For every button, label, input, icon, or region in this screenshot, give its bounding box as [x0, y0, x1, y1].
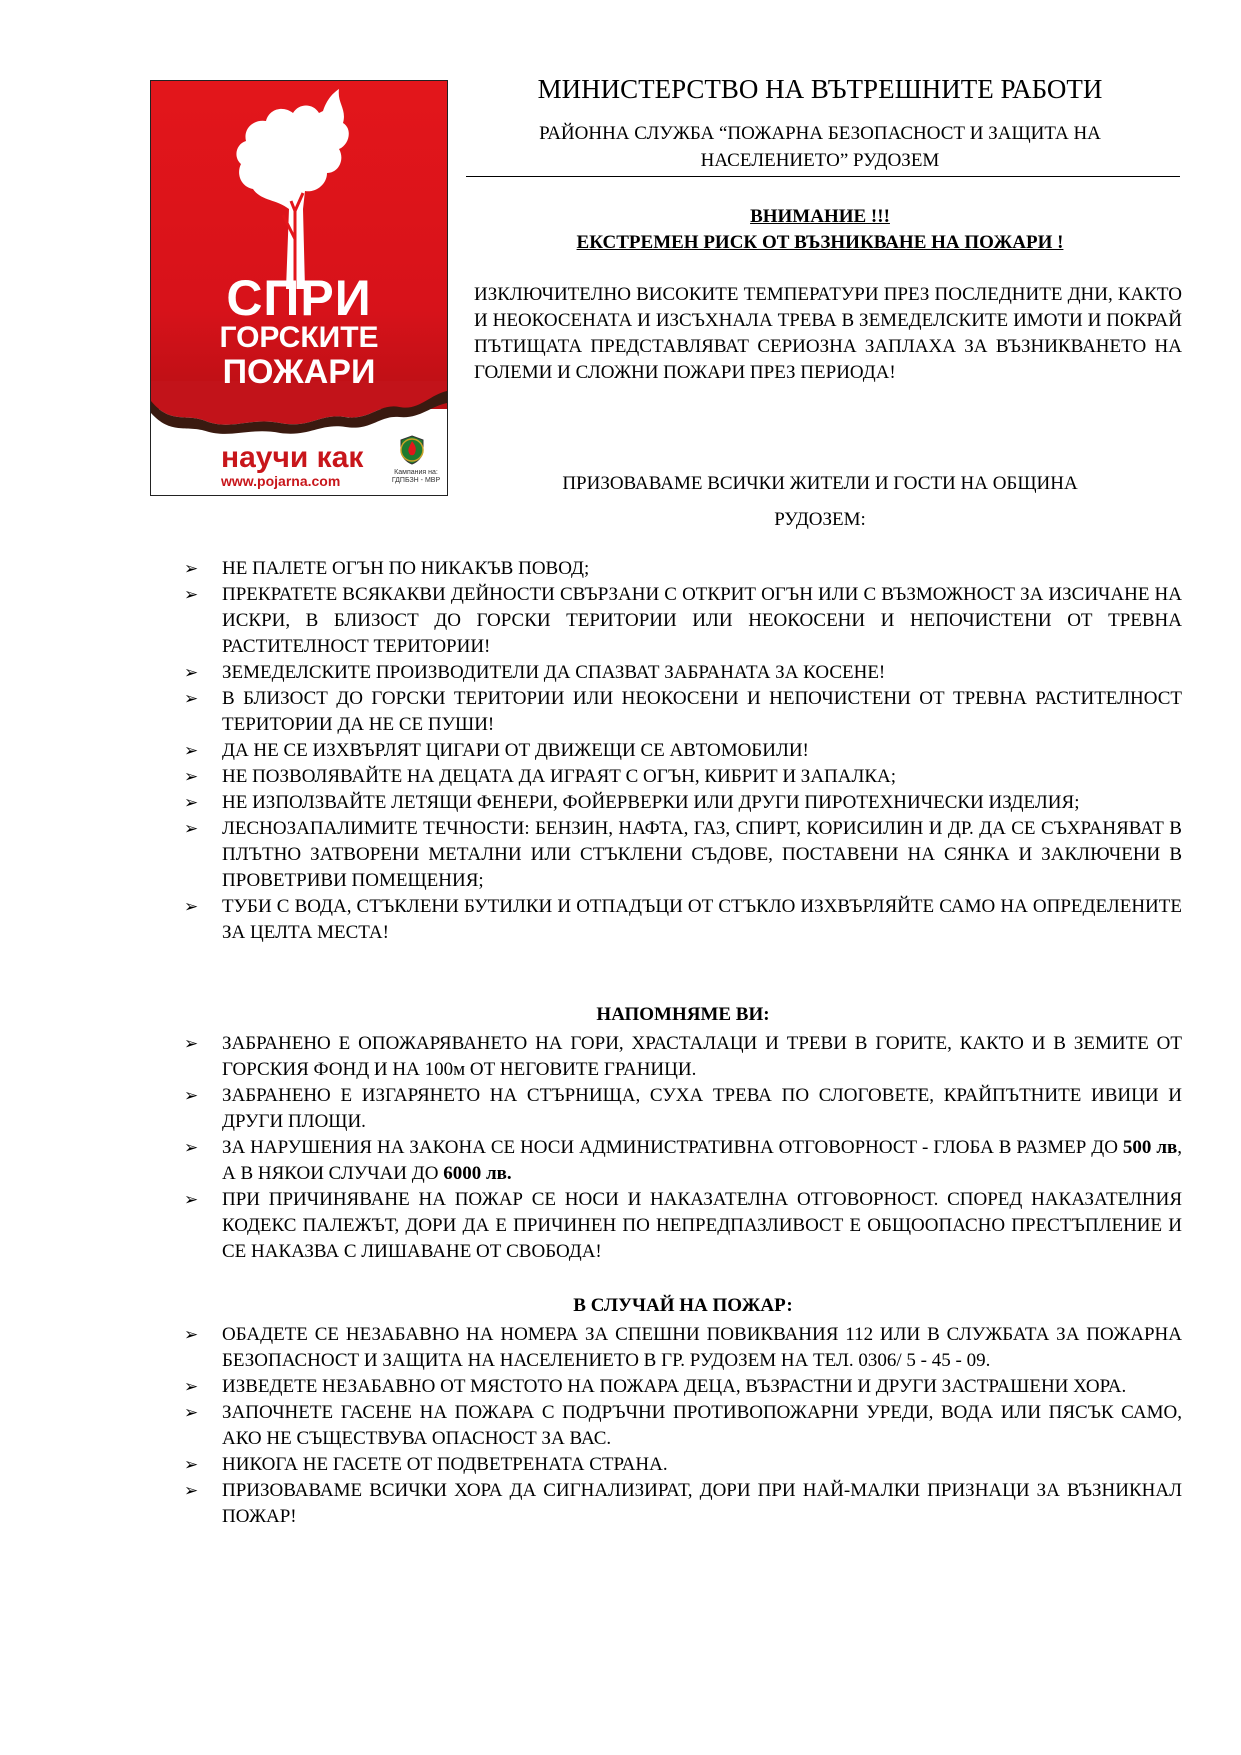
poster-url: www.pojarna.com: [221, 473, 341, 489]
list-item: ➢ НЕ ИЗПОЛЗВАЙТЕ ЛЕТЯЩИ ФЕНЕРИ, ФОЙЕРВЕРКИ ИЛИ ДРУГИ ПИРОТЕХНИЧЕСКИ ИЗДЕЛИЯ;: [184, 790, 1182, 816]
arrow-bullet-icon: ➢: [184, 1377, 199, 1397]
burning-tree-icon: [231, 89, 361, 289]
appeal-text: [466, 466, 1174, 538]
arrow-bullet-icon: ➢: [184, 689, 199, 709]
arrow-bullet-icon: ➢: [184, 1086, 199, 1106]
list-item: ➢ ПРИ ПРИЧИНЯВАНЕ НА ПОЖАР СЕ НОСИ И НАКАЗАТЕЛНА ОТГОВОРНОСТ. СПОРЕД НАКАЗАТЕЛНИЯ КОДЕКС ПАЛЕЖЪТ, ДОРИ ДА Е ПРИЧИНЕН ПО НЕПРЕДПАЗЛИВОСТ Е ОБЩООПАСНО ПРЕСТЪПЛЕНИЕ И СЕ НАКАЗВА С ЛИШАВАНЕ ОТ СВОБОДА!: [184, 1189, 1182, 1262]
reminder-heading: НАПОМНЯМЕ ВИ:: [596, 1004, 770, 1025]
service-title: [466, 120, 1174, 174]
attention-heading: [466, 204, 1174, 256]
arrow-bullet-icon: ➢: [184, 1403, 199, 1423]
rules-list: [184, 556, 1182, 946]
list-item: ➢ НЕ ПОЗВОЛЯВАЙТЕ НА ДЕЦАТА ДА ИГРАЯТ С ОГЪН, КИБРИТ И ЗАПАЛКА;: [184, 764, 1182, 790]
list-item: ➢ ЗАПОЧНЕТЕ ГАСЕНЕ НА ПОЖАРА С ПОДРЪЧНИ ПРОТИВОПОЖАРНИ УРЕДИ, ВОДА ИЛИ ПЯСЪК САМО, АКО НЕ СЪЩЕСТВУВА ОПАСНОСТ ЗА ВАС.: [184, 1402, 1182, 1449]
attention-line2: ЕКСТРЕМЕН РИСК ОТ ВЪЗНИКВАНЕ НА ПОЖАРИ !: [576, 232, 1064, 253]
attention-line1: ВНИМАНИЕ !!!: [750, 206, 890, 227]
poster-title-line3: ПОЖАРИ: [222, 353, 376, 391]
list-item: ➢ ЛЕСНОЗАПАЛИМИТЕ ТЕЧНОСТИ: БЕНЗИН, НАФТА, ГАЗ, СПИРТ, КОРИСИЛИН И ДР. ДА СЕ СЪХРАНЯВАТ В ПЛЪТНО ЗАТВОРЕНИ МЕТАЛНИ ИЛИ СТЪКЛЕНИ СЪДОВЕ, ПОСТАВЕНИ НА СЯНКА И ЗАКЛЮЧЕНИ В ПРОВЕТРИВИ ПОМЕЩЕНИЯ;: [184, 818, 1182, 891]
poster-title-line2: ГОРСКИТЕ: [219, 321, 379, 354]
list-item: ➢ ЗАБРАНЕНО Е ИЗГАРЯНЕТО НА СТЪРНИЩА, СУХА ТРЕВА ПО СЛОГОВЕТЕ, КРАЙПЪТНИТЕ ИВИЦИ И ДРУГИ ПЛОЩИ.: [184, 1085, 1182, 1132]
service-title-line2: НАСЕЛЕНИЕТО” РУДОЗЕМ: [700, 150, 940, 171]
arrow-bullet-icon: ➢: [184, 1190, 199, 1210]
arrow-bullet-icon: ➢: [184, 897, 199, 917]
incase-heading: В СЛУЧАЙ НА ПОЖАР:: [573, 1295, 793, 1316]
list-item: ➢ ЗА НАРУШЕНИЯ НА ЗАКОНА СЕ НОСИ АДМИНИСТРАТИВНА ОТГОВОРНОСТ - ГЛОБА В РАЗМЕР ДО 500 лв, А В НЯКОИ СЛУЧАИ ДО 6000 лв.: [184, 1137, 1183, 1184]
service-title-line1: РАЙОННА СЛУЖБА “ПОЖАРНА БЕЗОПАСНОСТ И ЗАЩИТА НА: [539, 123, 1101, 144]
list-item: ➢ ЗАБРАНЕНО Е ОПОЖАРЯВАНЕТО НА ГОРИ, ХРАСТАЛАЦИ И ТРЕВИ В ГОРИТЕ, КАКТО И В ЗЕМИТЕ ОТ ГОРСКИЯ ФОНД И НА 100м ОТ НЕГОВИТЕ ГРАНИЦИ.: [184, 1033, 1182, 1080]
poster-cta: научи как: [221, 441, 364, 474]
arrow-bullet-icon: ➢: [184, 819, 199, 839]
list-item: ➢ НЕ ПАЛЕТЕ ОГЪН ПО НИКАКЪВ ПОВОД;: [184, 556, 1182, 582]
reminder-list: [184, 1031, 1182, 1265]
appeal-line2: РУДОЗЕМ:: [774, 509, 866, 530]
arrow-bullet-icon: ➢: [184, 767, 199, 787]
poster-title-line1: СПРИ: [226, 270, 372, 326]
arrow-bullet-icon: ➢: [184, 1325, 199, 1345]
incase-list: [184, 1322, 1182, 1530]
ministry-title: МИНИСТЕРСТВО НА ВЪТРЕШНИТЕ РАБОТИ: [537, 74, 1103, 104]
list-item: ➢ ИЗВЕДЕТЕ НЕЗАБАВНО ОТ МЯСТОТО НА ПОЖАРА ДЕЦА, ВЪЗРАСТНИ И ДРУГИ ЗАСТРАШЕНИ ХОРА.: [184, 1374, 1182, 1400]
list-item: ➢ ТУБИ С ВОДА, СТЪКЛЕНИ БУТИЛКИ И ОТПАДЪЦИ ОТ СТЪКЛО ИЗХВЪРЛЯЙТЕ САМО НА ОПРЕДЕЛЕНИТЕ ЗА ЦЕЛТА МЕСТА!: [184, 896, 1182, 943]
poster-campaign-credit: Кампания на: ГДПБЗН - МВР: [391, 469, 441, 484]
list-item: ➢ НИКОГА НЕ ГАСЕТЕ ОТ ПОДВЕТРЕНАТА СТРАНА.: [184, 1452, 1182, 1478]
list-item: ➢ ПРИЗОВАВАМЕ ВСИЧКИ ХОРА ДА СИГНАЛИЗИРАТ, ДОРИ ПРИ НАЙ-МАЛКИ ПРИЗНАЦИ ЗА ВЪЗНИКНАЛ ПОЖАР!: [184, 1480, 1182, 1527]
fine-amount: 6000 лв.: [443, 1163, 512, 1184]
arrow-bullet-icon: ➢: [184, 1034, 199, 1054]
list-item: ➢ ОБАДЕТЕ СЕ НЕЗАБАВНО НА НОМЕРА ЗА СПЕШНИ ПОВИКВАНИЯ 112 ИЛИ В СЛУЖБАТА ЗА ПОЖАРНА БЕЗОПАСНОСТ И ЗАЩИТА НА НАСЕЛЕНИЕТО В ГР. РУДОЗЕМ НА ТЕЛ. 0306/ 5 - 45 - 09.: [184, 1324, 1182, 1371]
header-divider: [466, 176, 1180, 177]
arrow-bullet-icon: ➢: [184, 559, 199, 579]
appeal-line1: ПРИЗОВАВАМЕ ВСИЧКИ ЖИТЕЛИ И ГОСТИ НА ОБЩИНА: [562, 473, 1078, 494]
intro-paragraph: ИЗКЛЮЧИТЕЛНО ВИСОКИТЕ ТЕМПЕРАТУРИ ПРЕЗ ПОСЛЕДНИТЕ ДНИ, КАКТО И НЕОКОСЕНАТА И ИЗСЪХНАЛА ТРЕВА В ЗЕМЕДЕЛСКИТЕ ИМОТИ И ПОКРАЙ ПЪТИЩАТА ПРЕДСТАВЛЯВАТ СЕРИОЗНА ЗАПЛАХА ЗА ВЪЗНИКВАНЕТО НА ГОЛЕМИ И СЛОЖНИ ПОЖАРИ ПРЕЗ ПЕРИОДА!: [474, 284, 1182, 383]
arrow-bullet-icon: ➢: [184, 1481, 199, 1501]
arrow-bullet-icon: ➢: [184, 1455, 199, 1475]
arrow-bullet-icon: ➢: [184, 741, 199, 761]
list-item: ➢ ПРЕКРАТЕТЕ ВСЯКАКВИ ДЕЙНОСТИ СВЪРЗАНИ С ОТКРИТ ОГЪН ИЛИ С ВЪЗМОЖНОСТ ЗА ИЗСИЧАНЕ НА ИСКРИ, В БЛИЗОСТ ДО ГОРСКИ ТЕРИТОРИИ ИЛИ НЕОКОСЕНИ И НЕПОЧИСТЕНИ ОТ ТРЕВНА РАСТИТЕЛНОСТ ТЕРИТОРИИ!: [184, 584, 1182, 657]
list-item: ➢ В БЛИЗОСТ ДО ГОРСКИ ТЕРИТОРИИ ИЛИ НЕОКОСЕНИ И НЕПОЧИСТЕНИ ОТ ТРЕВНА РАСТИТЕЛНОСТ ТЕРИТОРИИ ДА НЕ СЕ ПУШИ!: [184, 688, 1182, 735]
fire-service-emblem-icon: [399, 435, 425, 465]
arrow-bullet-icon: ➢: [184, 793, 199, 813]
list-item: ➢ ЗЕМЕДЕЛСКИТЕ ПРОИЗВОДИТЕЛИ ДА СПАЗВАТ ЗАБРАНАТА ЗА КОСЕНЕ!: [184, 660, 1182, 686]
fine-amount: 500 лв: [1122, 1137, 1178, 1158]
arrow-bullet-icon: ➢: [184, 585, 199, 605]
arrow-bullet-icon: ➢: [184, 663, 199, 683]
campaign-poster: [150, 80, 448, 496]
arrow-bullet-icon: ➢: [184, 1138, 199, 1158]
list-item: ➢ ДА НЕ СЕ ИЗХВЪРЛЯТ ЦИГАРИ ОТ ДВИЖЕЩИ СЕ АВТОМОБИЛИ!: [184, 738, 1182, 764]
